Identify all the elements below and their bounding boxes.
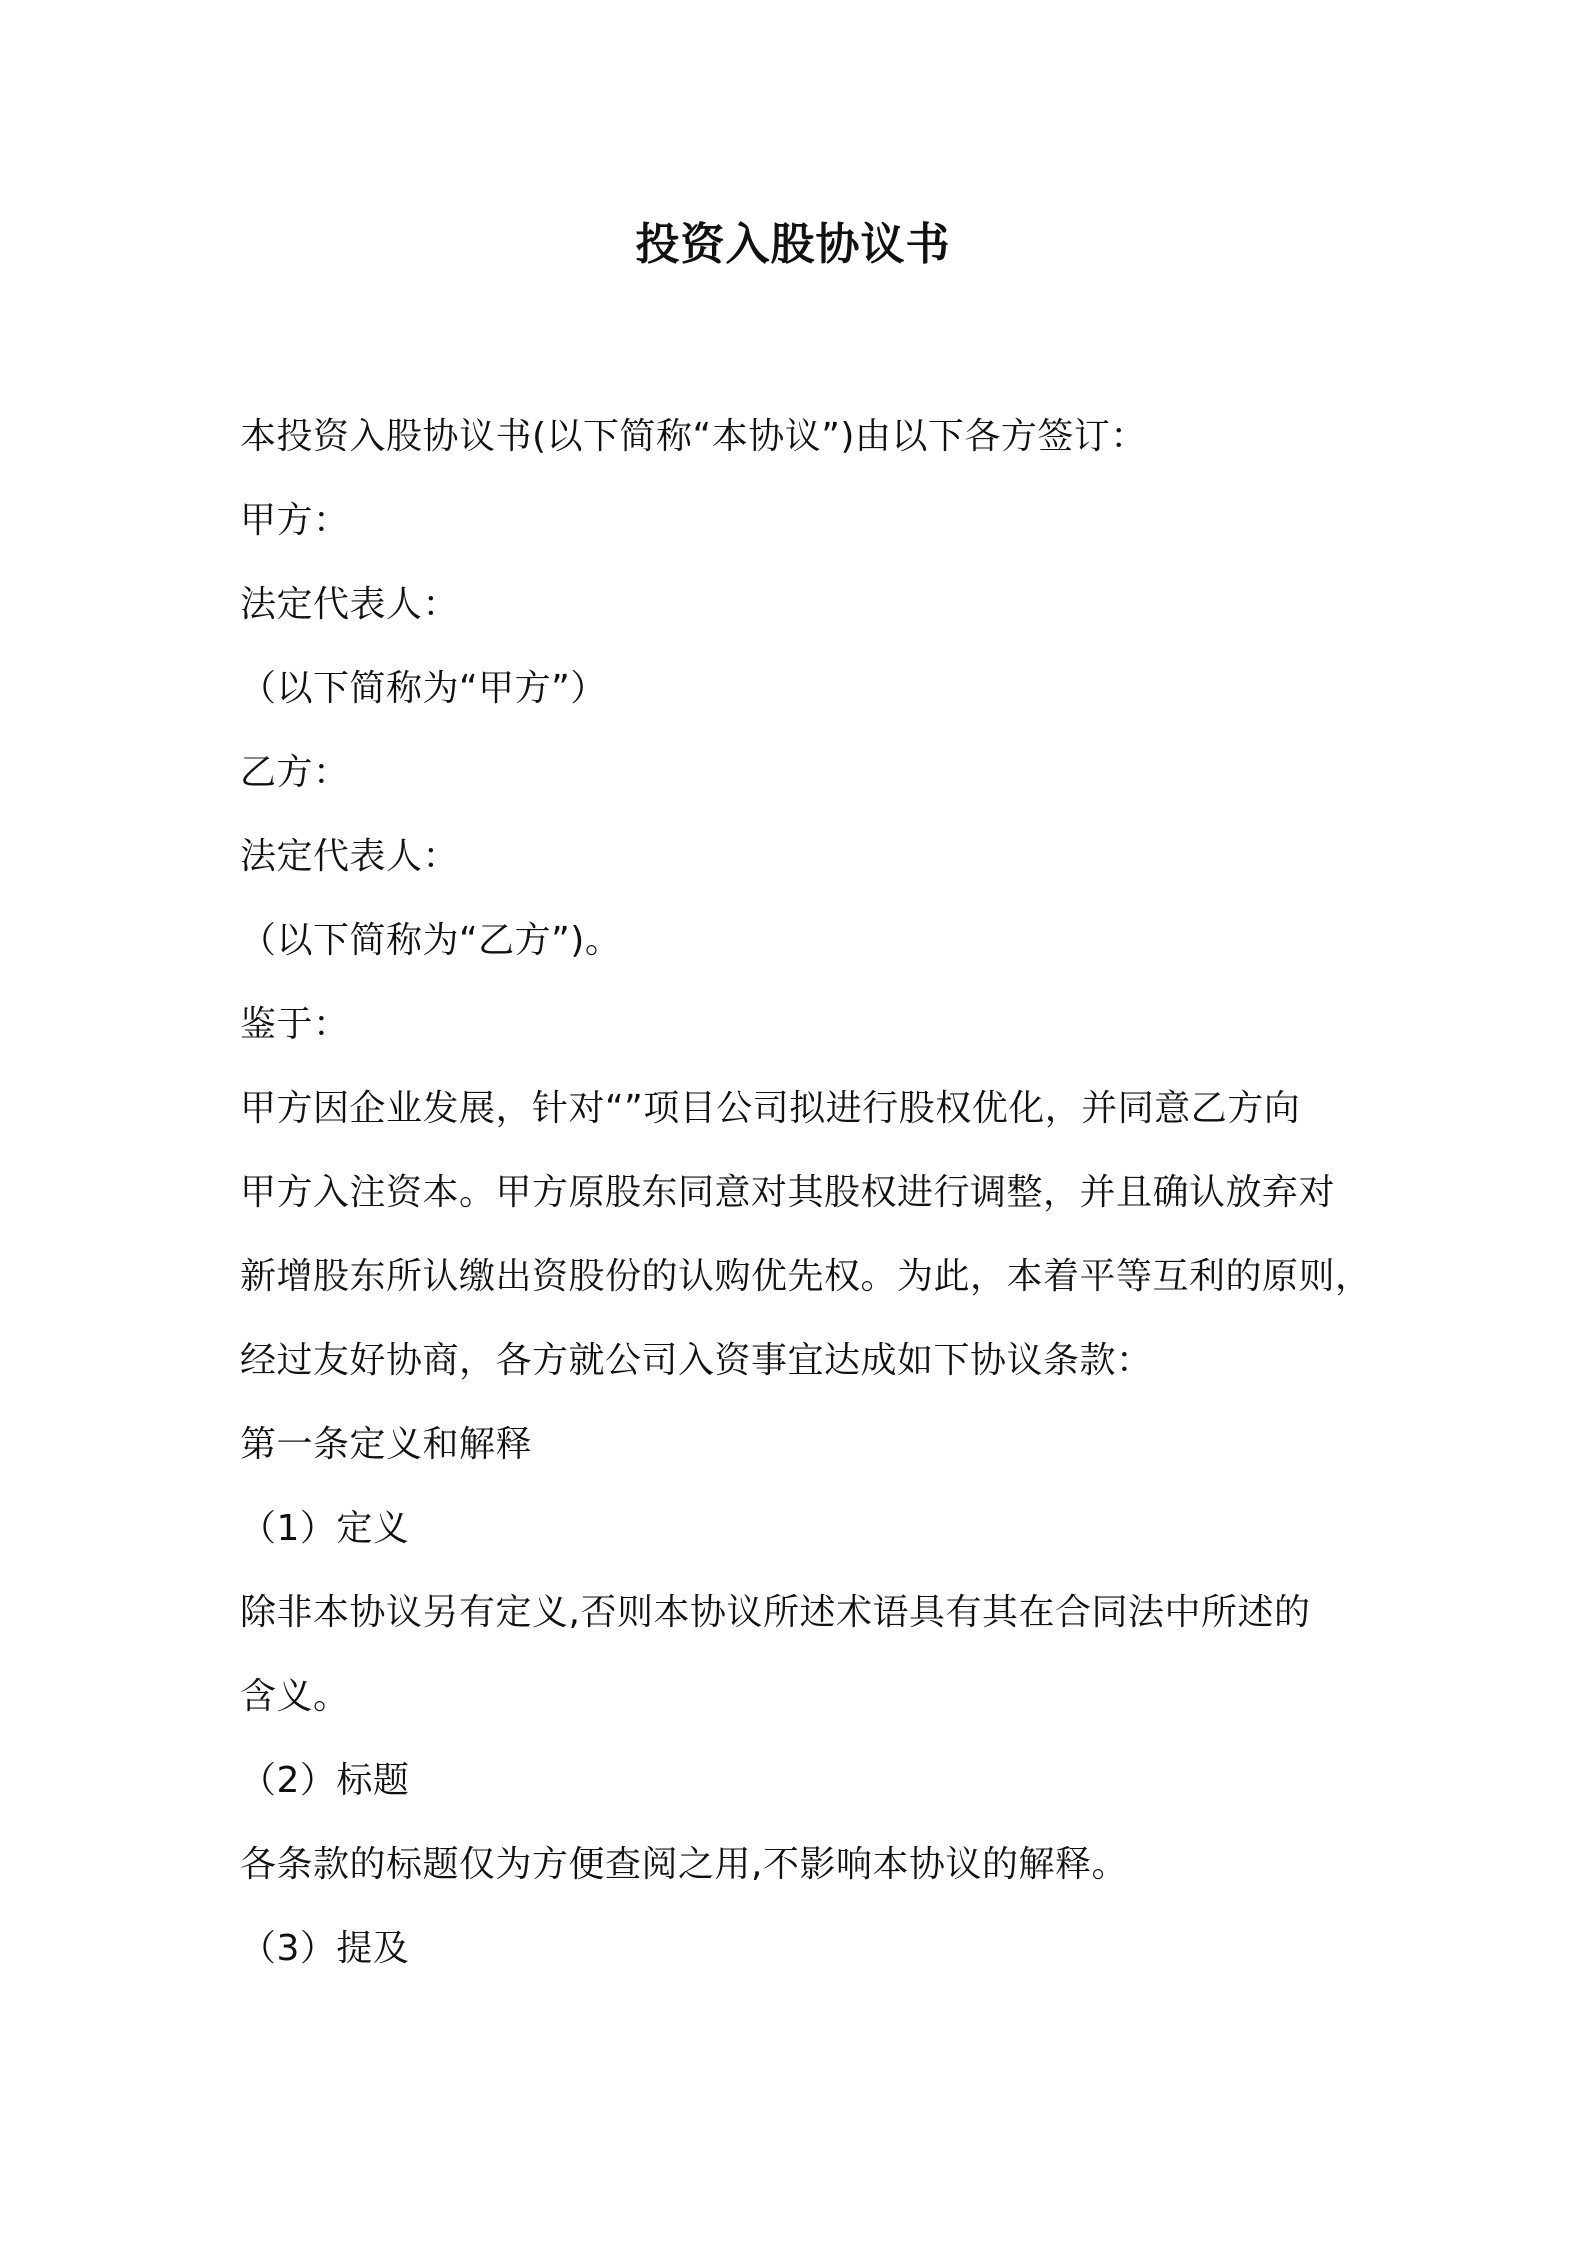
party-a-label: 甲方：: [240, 500, 350, 541]
definition-paragraph-line-1: 除非本协议另有定义,否则本协议所述术语具有其在合同法中所述的: [240, 1592, 1311, 1633]
document-title: 投资入股协议书: [635, 219, 951, 270]
party-a-representative: 法定代表人：: [240, 584, 460, 625]
article-one-heading: 第一条定义和解释: [240, 1424, 533, 1465]
subsection-references: （3）提及: [240, 1928, 410, 1969]
whereas-paragraph-line-1: 甲方因企业发展，针对“”项目公司拟进行股权优化，并同意乙方向: [240, 1088, 1301, 1129]
headings-paragraph: 各条款的标题仅为方便查阅之用,不影响本协议的解释。: [240, 1844, 1128, 1885]
party-b-representative: 法定代表人：: [240, 836, 460, 877]
party-a-alias: （以下简称为“甲方”）: [240, 668, 607, 709]
whereas-paragraph-line-4: 经过友好协商，各方就公司入资事宜达成如下协议条款：: [240, 1340, 1153, 1381]
party-b-label: 乙方：: [240, 752, 350, 793]
subsection-headings: （2）标题: [240, 1760, 410, 1801]
whereas-paragraph-line-3: 新增股东所认缴出资股份的认购优先权。为此，本着平等互利的原则，: [240, 1256, 1372, 1297]
definition-paragraph-line-2: 含义。: [240, 1676, 350, 1717]
party-b-alias: （以下简称为“乙方”)。: [240, 920, 622, 961]
intro-line: 本投资入股协议书(以下简称“本协议”)由以下各方签订：: [240, 416, 1147, 457]
subsection-definition: （1）定义: [240, 1508, 410, 1549]
whereas-label: 鉴于：: [240, 1004, 350, 1045]
whereas-paragraph-line-2: 甲方入注资本。甲方原股东同意对其股权进行调整，并且确认放弃对: [240, 1172, 1336, 1213]
